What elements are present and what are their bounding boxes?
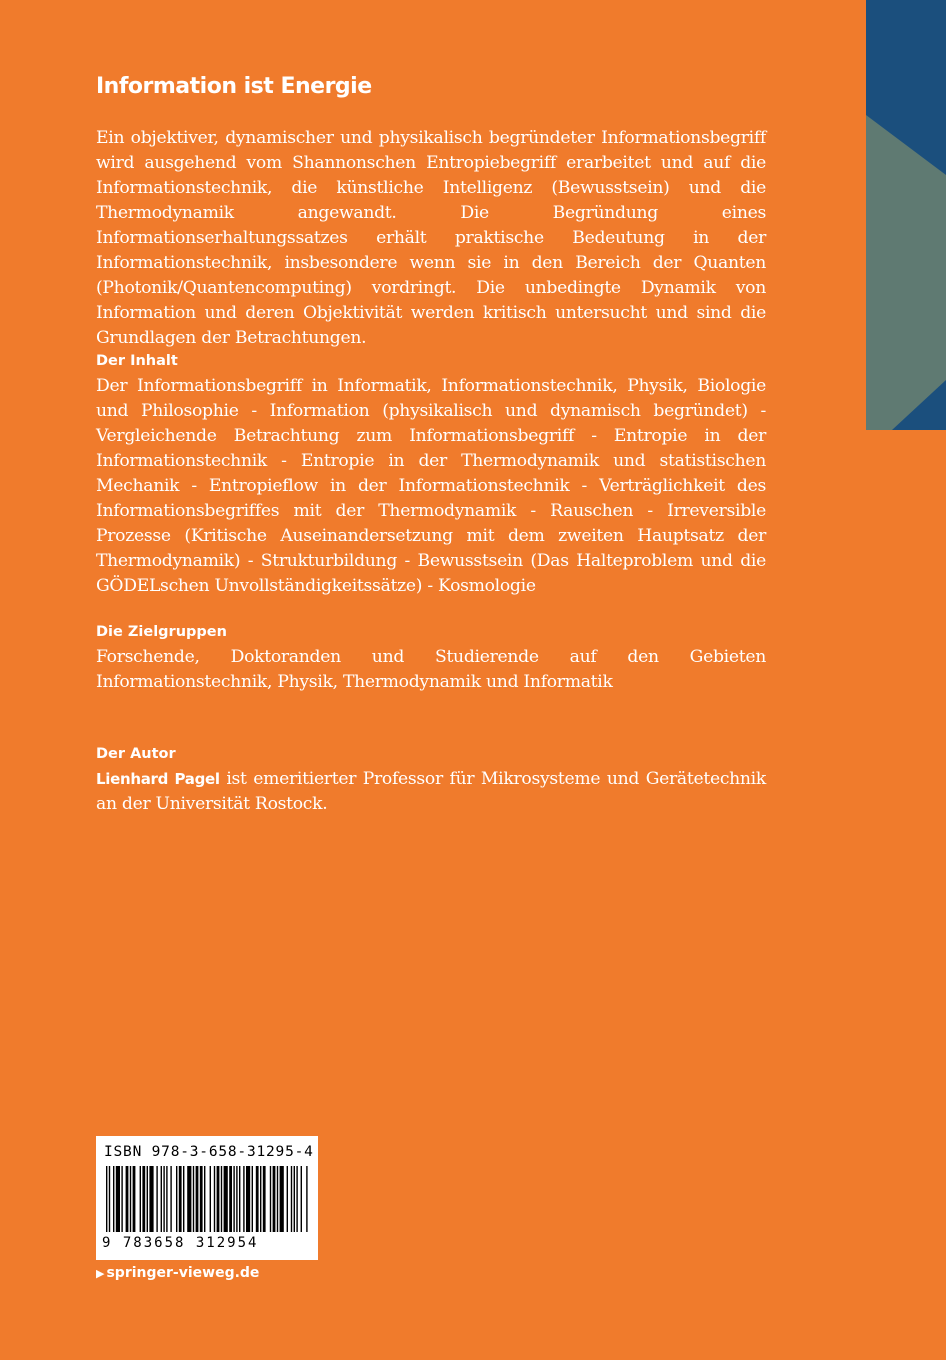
intro-paragraph: Ein objektiver, dynamischer und physikalisch begründeter Informationsbegriff wird ausgehend vom Shannonschen Entropiebegriff erarbeitet und auf die Informationstechnik, die künstliche Intelligenz (Bewusstsein) und die Thermodynamik angewandt. Die Begründung eines Informationserhaltungssatzes erhält praktische Bedeutung in der Informationstechnik, insbesondere wenn sie in den Bereich der Quanten (Photonik/Quantencomputing) vordringt. Die unbedingte Dynamik von Information und deren Objektivität werden kritisch untersucht und sind die Grundlagen der Betrachtungen. (96, 128, 766, 348)
barcode-bar (179, 1166, 182, 1232)
barcode-bar (109, 1166, 110, 1232)
barcode-bar (270, 1166, 271, 1232)
barcode-bar (161, 1166, 162, 1232)
barcode-bar (221, 1166, 222, 1232)
barcode-bar (163, 1166, 164, 1232)
barcode-bar (260, 1166, 261, 1232)
barcode-bar (166, 1166, 167, 1232)
barcode-bar (133, 1166, 136, 1232)
audience-heading: Die Zielgruppen (96, 624, 227, 640)
barcode-bar (233, 1166, 234, 1232)
isbn-text: ISBN 978-3-658-31295-4 (104, 1144, 314, 1160)
barcode-bar (229, 1166, 232, 1232)
author-bio: ist emeritierter Professor für Mikrosysteme und Gerätetechnik an der Universität Rostock. (96, 769, 766, 814)
barcode-bar (243, 1166, 244, 1232)
barcode-bar (246, 1166, 250, 1232)
barcode-digits: 9 783658 312954 (102, 1235, 259, 1251)
barcode-bar (193, 1166, 194, 1232)
barcode-bar (301, 1166, 302, 1232)
barcode-bar (116, 1166, 120, 1232)
arrow-right-icon: ▶ (96, 1267, 105, 1280)
corner-decoration (866, 0, 946, 430)
barcode-bar (210, 1166, 211, 1232)
publisher-url: springer-vieweg.de (106, 1265, 260, 1281)
author-heading: Der Autor (96, 746, 176, 762)
barcode-bar (296, 1166, 297, 1232)
barcode-bar (256, 1166, 259, 1232)
author-paragraph (96, 767, 766, 817)
barcode-bar (126, 1166, 129, 1232)
barcode-bar (204, 1166, 205, 1232)
barcode-bar (187, 1166, 191, 1232)
barcode-bar (149, 1166, 153, 1232)
barcode-bar (121, 1166, 122, 1232)
barcode-bar (217, 1166, 220, 1232)
barcode-bar (170, 1166, 171, 1232)
barcode-bar (147, 1166, 148, 1232)
contents-heading: Der Inhalt (96, 353, 178, 369)
barcode-bar (263, 1166, 266, 1232)
barcode-bar (156, 1166, 157, 1232)
barcode-bar (287, 1166, 288, 1232)
barcode-bar (277, 1166, 278, 1232)
audience-paragraph: Forschende, Doktoranden und Studierende auf den Gebieten Informationstechnik, Physik, Thermodynamik und Informatik (96, 647, 766, 692)
barcode-bar (200, 1166, 203, 1232)
barcode-graphic (102, 1166, 312, 1234)
barcode-bar (239, 1166, 240, 1232)
barcode-bar (113, 1166, 114, 1232)
barcode-bar (130, 1166, 131, 1232)
barcode-bar (273, 1166, 276, 1232)
contents-paragraph: Der Informationsbegriff in Informatik, Informationstechnik, Physik, Biologie und Philosophie - Information (physikalisch und dynamisch begründet) - Vergleichende Betrachtung zum Informationsbegriff - Entropie in der Informationstechnik - Entropie in der Thermodynamik und statistischen Mechanik - Entropieflow in der Informationstechnik - Verträglichkeit des Informationsbegriffes mit der Thermodynamik - Rauschen - Irreversible Prozesse (Kritische Auseinandersetzung mit dem zweiten Hauptsatz der Thermodynamik) - Strukturbildung - Bewusstsein (Das Halteproblem und die GÖDELschen Unvollständigkeitssätze) - Kosmologie (96, 376, 766, 596)
barcode-bar (196, 1166, 199, 1232)
barcode-bar (294, 1166, 295, 1232)
barcode-label (96, 1136, 318, 1260)
barcode-bar (106, 1166, 107, 1232)
author-name: Lienhard Pagel (96, 770, 220, 788)
barcode-bar (176, 1166, 177, 1232)
barcode-bar (142, 1166, 145, 1232)
book-title: Information ist Energie (96, 74, 372, 99)
barcode-bar (214, 1166, 215, 1232)
barcode-bar (224, 1166, 228, 1232)
corner-triangle-graphic (866, 0, 946, 430)
barcode-bar (291, 1166, 292, 1232)
barcode-bar (280, 1166, 284, 1232)
barcode-bar (140, 1166, 141, 1232)
barcode-bar (236, 1166, 237, 1232)
barcode-bar (306, 1166, 307, 1232)
publisher-link[interactable] (96, 1265, 259, 1281)
barcode-bar (252, 1166, 253, 1232)
barcode-bar (183, 1166, 184, 1232)
